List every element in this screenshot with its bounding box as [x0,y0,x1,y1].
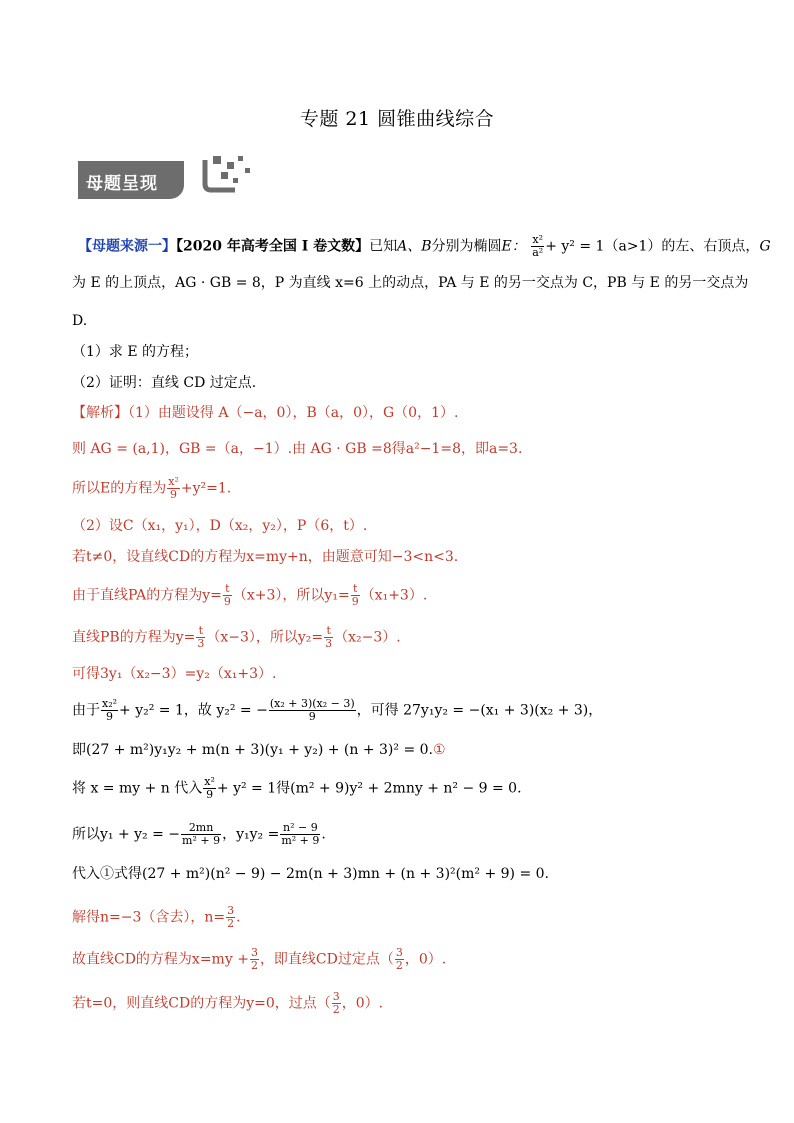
solution-text: 由于 [72,702,100,719]
solution-text: + y₂² = 1，故 y₂² = − [119,702,268,719]
solution-line-15 [72,947,446,972]
solution-line-9 [72,698,602,723]
question-2: （2）证明：直线 CD 过定点. [72,375,257,391]
solution-text: 将 x = my + n 代入 [72,780,203,797]
solution-text: . [321,826,326,843]
problem-text: 为 E 的上顶点， [72,275,176,291]
equation-marker: ① [433,742,446,758]
solution-text: （x₁+3）. [360,587,428,604]
solution-line-8: 可得3y₁（x₂−3）=y₂（x₁+3）. [72,666,277,682]
exam-tag: 【2020 年高考全国 I 卷文数】 [176,238,370,255]
question-1: （1）求 E 的方程； [72,344,199,360]
solution-line-10 [72,740,446,760]
solution-text: （x+3），所以y₁= [232,587,350,604]
page-title: 专题 21 圆锥曲线综合 [299,108,495,130]
fraction-three-half: $\frac{3}{2}$ [332,990,340,1016]
solution-tag: 【解析】 [72,405,128,421]
fraction-product: $\frac{\text{n² − 9}}{\text{m² + 9}}$ [281,821,320,847]
solution-text: 若t=0，则直线CD的方程为y=0，过点（ [72,995,331,1012]
solution-text: ，y₁y₂ = [222,826,280,843]
solution-text: +y²=1. [180,480,232,497]
solution-text: （x₂−3）. [334,629,401,646]
problem-line-3: D. [72,313,88,329]
solution-line-1 [72,403,458,423]
fraction-t-9: $\frac{t}{9}$ [223,582,231,608]
solution-line-5: 若t≠0，设直线CD的方程为x=my+n，由题意可知−3<n<3. [72,549,459,565]
solution-text: 解得n=−3（含去），n= [72,909,226,926]
fraction-t-3: $\frac{t}{3}$ [197,624,205,650]
problem-line-2 [72,273,748,293]
banner-decoration-icon [183,150,263,200]
fraction-x2-9: $\frac{\text{x²}}{9}$ [204,775,215,801]
problem-text: 已知 [369,238,398,255]
solution-line-6 [72,583,427,608]
solution-line-13: 代入①式得(27 + m²)(n² − 9) − 2m(n + 3)mn + (n + 3)²(m² + 9) = 0. [72,866,549,882]
solution-line-11 [72,776,522,801]
solution-line-2: 则 AG = (a,1)，GB =（a，−1）.由 AG · GB =8得a²−1=8，即a=3. [72,441,523,457]
banner-label: 母题呈现 [86,174,158,194]
fraction-x2sq-9: $\frac{\text{x₂²}}{9}$ [102,697,118,723]
solution-line-7 [72,625,401,650]
solution-text: ，即直线CD过定点（ [259,951,394,968]
solution-text: . [236,909,241,926]
fraction-x2-9: $\frac{\text{x²}}{9}$ [168,475,179,501]
solution-line-4: （2）设C（x₁，y₁），D（x₂，y₂），P（6，t）. [72,518,368,534]
solution-text: （x−3），所以y₂= [206,629,324,646]
solution-line-3 [72,476,231,501]
solution-text: ，0）. [404,951,447,968]
solution-text: ，可得 27y₁y₂ = −(x₁ + 3)(x₂ + 3)， [356,702,603,719]
fraction-three-half: $\frac{3}{2}$ [395,946,403,972]
solution-line-16 [72,991,383,1016]
solution-text: （1）由题设得 A（−a，0），B（a，0），G（0，1）. [128,405,459,421]
section-banner [78,161,184,199]
source-tag: 【母题来源一】 [78,238,176,255]
fraction-x2-a2: $\frac{\text{x²}}{\text{a²}}$ [532,233,544,259]
solution-text: 即(27 + m²)y₁y₂ + m(n + 3)(y₁ + y₂) + (n + 3)² = 0. [72,742,433,758]
solution-text: 由于直线PA的方程为y= [72,587,222,604]
solution-text: ，0）. [341,995,384,1012]
problem-text: AG · GB = 8，P 为直线 x=6 上的动点，PA 与 E 的另一交点为 C，PB 与 E 的另一交点为 [175,275,749,291]
solution-text: 直线PB的方程为y= [72,629,196,646]
solution-line-14 [72,905,241,930]
problem-text: A、B [397,238,432,255]
problem-line-1 [78,234,771,259]
solution-text: + y² = 1得(m² + 9)y² + 2mny + n² − 9 = 0. [216,780,522,797]
fraction-t-3: $\frac{t}{3}$ [325,624,333,650]
problem-text: E： [501,238,526,255]
solution-text: 所以y₁ + y₂ = − [72,826,181,843]
problem-text: 分别为椭圆 [431,238,502,255]
fraction-t-9: $\frac{t}{9}$ [351,582,359,608]
fraction-three-half: $\frac{3}{2}$ [250,946,258,972]
fraction-product-9: $\frac{\text{(x₂ + 3)(x₂ − 3)}}{9}$ [269,697,355,723]
problem-text: + y² = 1（a>1）的左、右顶点， [545,238,760,255]
fraction-three-half: $\frac{3}{2}$ [227,904,235,930]
fraction-sum: $\frac{2mn}{\text{m² + 9}}$ [182,821,221,847]
solution-line-12 [72,822,326,847]
problem-text: G [759,238,771,255]
solution-text: 故直线CD的方程为x=my + [72,951,249,968]
solution-text: 所以E的方程为 [72,480,167,497]
